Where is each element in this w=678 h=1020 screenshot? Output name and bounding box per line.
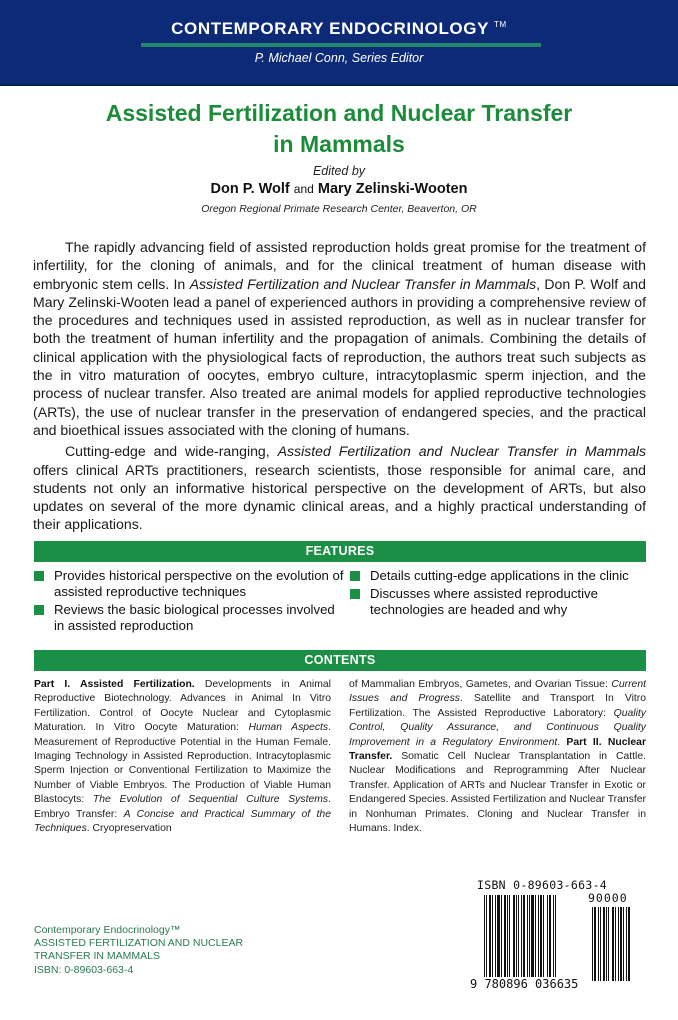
contents-column-left	[34, 678, 331, 836]
part-label: Part II. Nuclear Transfer.	[349, 736, 646, 763]
italic-subtitle: The Evolution of Sequential Culture Systems	[92, 794, 329, 806]
features-column-right	[350, 568, 650, 620]
contents-heading: CONTENTS	[34, 650, 646, 671]
barcode-bars-main	[484, 895, 588, 981]
editors	[0, 181, 678, 197]
series-header	[0, 0, 678, 86]
feature-item	[350, 586, 650, 618]
square-bullet-icon	[350, 571, 360, 581]
square-bullet-icon	[34, 571, 44, 581]
description-paragraph	[33, 442, 646, 533]
feature-text: Discusses where assisted reproductive technologies are headed and why	[370, 586, 598, 617]
text-run: . Measurement of Reproductive Potential in the Human Female. Imaging Technology in Assisted Reproduction. Intracytoplasmic Sperm Injection or Conventional Fertilization to Maximize the Number of Viable Embryos. The Production of Viable Human Blastocyts:	[34, 722, 331, 806]
feature-item	[34, 568, 344, 600]
italic-subtitle: Human Aspects	[248, 722, 329, 734]
book-description	[33, 238, 646, 534]
barcode-isbn-label: ISBN 0-89603-663-4	[477, 878, 608, 892]
book-title-line1: Assisted Fertilization and Nuclear Transfer	[105, 100, 573, 126]
feature-text: Provides historical perspective on the evolution of assisted reproductive techniques	[54, 568, 344, 599]
text-run: Cutting-edge and wide-ranging,	[65, 443, 278, 460]
barcode-bars-addon	[592, 907, 642, 981]
square-bullet-icon	[34, 605, 44, 615]
text-run: . Embryo Transfer:	[34, 794, 331, 820]
book-title-line2: in Mammals	[273, 131, 405, 157]
description-paragraph	[33, 238, 646, 439]
isbn-barcode	[470, 878, 660, 998]
feature-item	[34, 602, 344, 634]
text-run: , Don P. Wolf and Mary Zelinski-Wooten lead a panel of experienced authors in providing a comprehensive review of the procedures and techniques used in assisted reproduction, as well as in nuclear transfer for both the treatment of human infertility and the propagation of animals. Combining the details of clinical application with the physiological facts of reproduction, the authors treat such subjects as the in vitro maturation of oocytes, embryo culture, intracytoplasmic sperm injection, and the process of nuclear transfer. Also treated are animal models for applied reproductive technologies (ARTs), the use of nuclear transfer in the preservation of endangered species, and the practical and bioethical issues associated with the cloning of humans.	[33, 275, 646, 438]
text-run: Somatic Cell Nuclear Transplantation in Cattle. Nuclear Modifications and Reprogramming After Nuclear Transfer. Application of ARTs and Nuclear Transfer in Exotic or Endangered Species. Assisted Fertilization and Nuclear Transfer in Nonhuman Primates. Cloning and Nuclear Transfer in Humans. Index.	[349, 751, 646, 835]
imprint-block	[34, 924, 243, 977]
imprint-series: Contemporary Endocrinology™	[34, 924, 181, 936]
contents-column-right	[349, 678, 646, 836]
editor-name: Mary Zelinski-Wooten	[317, 181, 468, 197]
text-run: of Mammalian Embryos, Gametes, and Ovarian Tissue:	[349, 679, 612, 690]
trademark-mark: TM	[494, 20, 507, 29]
book-title	[0, 98, 678, 160]
editor-name: Don P. Wolf	[210, 181, 290, 197]
text-run: offers clinical ARTs practitioners, research scientists, those responsible for animal care, and students not only an informative historical perspective on the development of ARTs, but also updates on several of the more dynamic clinical areas, and a highly practical understanding of their applications.	[33, 461, 646, 533]
features-heading: FEATURES	[34, 541, 646, 562]
text-run: The rapidly advancing field of assisted reproduction holds great promise for the treatment of infertility, for the cloning of animals, and for the clinical treatment of human disease with embryonic stem cells. In	[33, 239, 646, 292]
feature-text: Details cutting-edge applications in the clinic	[370, 568, 629, 583]
editors-conjunction: and	[293, 182, 314, 196]
editor-affiliation: Oregon Regional Primate Research Center, Beaverton, OR	[201, 203, 477, 215]
part-label: Part I. Assisted Fertilization.	[34, 679, 195, 690]
feature-text: Reviews the basic biological processes involved in assisted reproduction	[54, 602, 335, 633]
barcode-ean-number: 9 780896 036635	[470, 977, 579, 991]
italic-book-title: Assisted Fertilization and Nuclear Transfer in Mammals	[189, 275, 537, 292]
feature-item	[350, 568, 650, 584]
italic-subtitle: A Concise and Practical Summary of the Techniques	[34, 808, 331, 835]
edited-by-label: Edited by	[312, 164, 366, 178]
barcode-addon-number: 90000	[588, 891, 628, 905]
series-editor: P. Michael Conn, Series Editor	[254, 51, 424, 65]
series-title-text: CONTEMPORARY ENDOCRINOLOGY	[171, 19, 489, 38]
text-run: . Satellite and Transport In Vitro Fertilization. The Assisted Reproductive Laboratory:	[349, 693, 646, 719]
square-bullet-icon	[350, 589, 360, 599]
series-title	[0, 19, 678, 39]
text-run: .	[557, 736, 567, 748]
italic-subtitle: Current Issues and Progress	[349, 679, 646, 705]
series-divider	[141, 43, 541, 47]
text-run: . Cryopreservation	[86, 823, 172, 835]
imprint-isbn: ISBN: 0-89603-663-4	[34, 963, 134, 976]
imprint-title-line2: TRANSFER IN MAMMALS	[34, 950, 161, 963]
text-run: Developments in Animal Reproductive Biotechnology. Advances in Animal In Vitro Fertilization. Control of Oocyte Nuclear and Cytoplasmic Maturation. In Vitro Oocyte Maturation:	[34, 679, 331, 734]
italic-book-title: Assisted Fertilization and Nuclear Transfer in Mammals	[277, 443, 646, 460]
features-column-left	[34, 568, 344, 636]
italic-subtitle: Quality Control, Quality Assurance, and Continuous Quality Improvement in a Regulatory Environment	[349, 707, 646, 748]
imprint-title-line1: ASSISTED FERTILIZATION AND NUCLEAR	[34, 937, 244, 950]
